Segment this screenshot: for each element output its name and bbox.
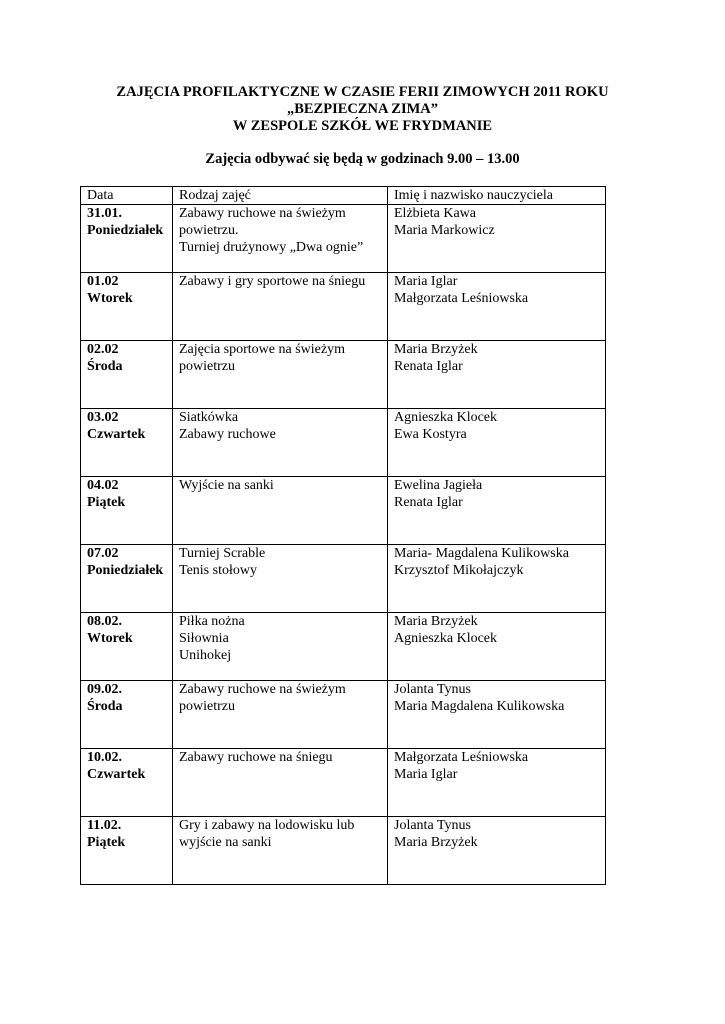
activity-line: wyjście na sanki [179,835,272,850]
day-name: Czwartek [87,427,146,442]
date-value: 01.02 [87,274,119,289]
table-body [81,205,606,885]
teacher-name: Ewelina Jagieła [394,478,483,493]
teacher-name: Renata Iglar [394,495,463,510]
table-row [81,613,606,681]
teacher-cell [388,409,606,477]
teacher-name: Maria Magdalena Kulikowska [394,699,565,714]
title-line-2: „BEZPIECZNA ZIMA” [286,101,439,117]
activity-line: powietrzu [179,359,235,374]
activity-cell [173,273,388,341]
teacher-name: Maria Iglar [394,274,458,289]
activity-cell [173,409,388,477]
date-cell [81,409,173,477]
date-cell [81,205,173,273]
table-header-row [81,187,606,205]
teacher-name: Ewa Kostyra [394,427,467,442]
activity-line: Zabawy ruchowe [179,427,276,442]
header-date: Data [81,187,173,205]
date-value: 02.02 [87,342,119,357]
activity-cell [173,545,388,613]
activity-cell [173,205,388,273]
activity-line: Siłownia [179,631,229,646]
date-cell [81,681,173,749]
activity-line: Zabawy ruchowe na świeżym [179,206,346,221]
table-row [81,341,606,409]
teacher-name: Jolanta Tynus [394,682,471,697]
date-value: 08.02. [87,614,122,629]
teacher-cell [388,749,606,817]
teacher-name: Agnieszka Klocek [394,631,498,646]
activity-cell [173,681,388,749]
title-line-1: ZAJĘCIA PROFILAKTYCZNE W CZASIE FERII ZIMOWYCH 2011 ROKU [116,84,609,100]
teacher-cell [388,681,606,749]
teacher-cell [388,613,606,681]
activity-line: Zabawy ruchowe na śniegu [179,750,333,765]
activity-line: Unihokej [179,648,232,663]
teacher-name: Renata Iglar [394,359,463,374]
date-cell [81,273,173,341]
teacher-cell [388,341,606,409]
activity-line: Wyjście na sanki [179,478,274,493]
date-value: 11.02. [87,818,122,833]
teacher-cell [388,545,606,613]
activity-line: Zajęcia sportowe na świeżym [179,342,345,357]
activity-cell [173,477,388,545]
activity-line: Turniej drużynowy „Dwa ognie” [179,240,364,255]
teacher-name: Krzysztof Mikołajczyk [394,563,524,578]
activity-cell [173,749,388,817]
table-row [81,749,606,817]
teacher-name: Maria Brzyżek [394,614,478,629]
table-row [81,817,606,885]
activity-line: Gry i zabawy na lodowisku lub [179,818,355,833]
day-name: Środa [87,359,123,374]
table-row [81,477,606,545]
day-name: Piątek [87,835,126,850]
date-value: 04.02 [87,478,119,493]
table-row [81,681,606,749]
table-row [81,273,606,341]
activity-line: Siatkówka [179,410,239,425]
table-row [81,409,606,477]
teacher-cell [388,817,606,885]
date-cell [81,749,173,817]
teacher-name: Maria- Magdalena Kulikowska [394,546,569,561]
teacher-cell [388,477,606,545]
teacher-name: Elżbieta Kawa [394,206,477,221]
teacher-name: Maria Markowicz [394,223,495,238]
date-cell [81,545,173,613]
teacher-name: Małgorzata Leśniowska [394,750,529,765]
day-name: Piątek [87,495,126,510]
teacher-name: Jolanta Tynus [394,818,471,833]
date-value: 09.02. [87,682,122,697]
header-activity: Rodzaj zajęć [173,187,388,205]
activity-line: Zabawy i gry sportowe na śniegu [179,274,366,289]
teacher-cell [388,205,606,273]
date-cell [81,613,173,681]
teacher-name: Maria Iglar [394,767,458,782]
activity-line: powietrzu. [179,223,239,238]
teacher-name: Maria Brzyżek [394,342,478,357]
header-teacher: Imię i nazwisko nauczyciela [388,187,606,205]
date-cell [81,817,173,885]
date-cell [81,477,173,545]
title-line-3: W ZESPOLE SZKÓŁ WE FRYDMANIE [232,118,493,134]
day-name: Środa [87,699,123,714]
day-name: Poniedziałek [87,223,164,238]
activity-cell [173,341,388,409]
table-row [81,545,606,613]
activity-cell [173,817,388,885]
teacher-name: Maria Brzyżek [394,835,478,850]
activity-line: powietrzu [179,699,235,714]
document-title [0,84,725,135]
day-name: Poniedziałek [87,563,164,578]
date-value: 10.02. [87,750,122,765]
hours-note: Zajęcia odbywać się będą w godzinach 9.00 – 13.00 [205,151,520,167]
activity-line: Turniej Scrable [179,546,266,561]
day-name: Wtorek [87,291,133,306]
table-row [81,205,606,273]
activity-cell [173,613,388,681]
activity-line: Zabawy ruchowe na świeżym [179,682,346,697]
date-cell [81,341,173,409]
activity-line: Tenis stołowy [179,563,257,578]
teacher-cell [388,273,606,341]
date-value: 03.02 [87,410,119,425]
schedule-table [80,186,606,885]
date-value: 07.02 [87,546,119,561]
date-value: 31.01. [87,206,122,221]
teacher-name: Agnieszka Klocek [394,410,498,425]
activity-line: Piłka nożna [179,614,245,629]
day-name: Czwartek [87,767,146,782]
day-name: Wtorek [87,631,133,646]
teacher-name: Małgorzata Leśniowska [394,291,529,306]
